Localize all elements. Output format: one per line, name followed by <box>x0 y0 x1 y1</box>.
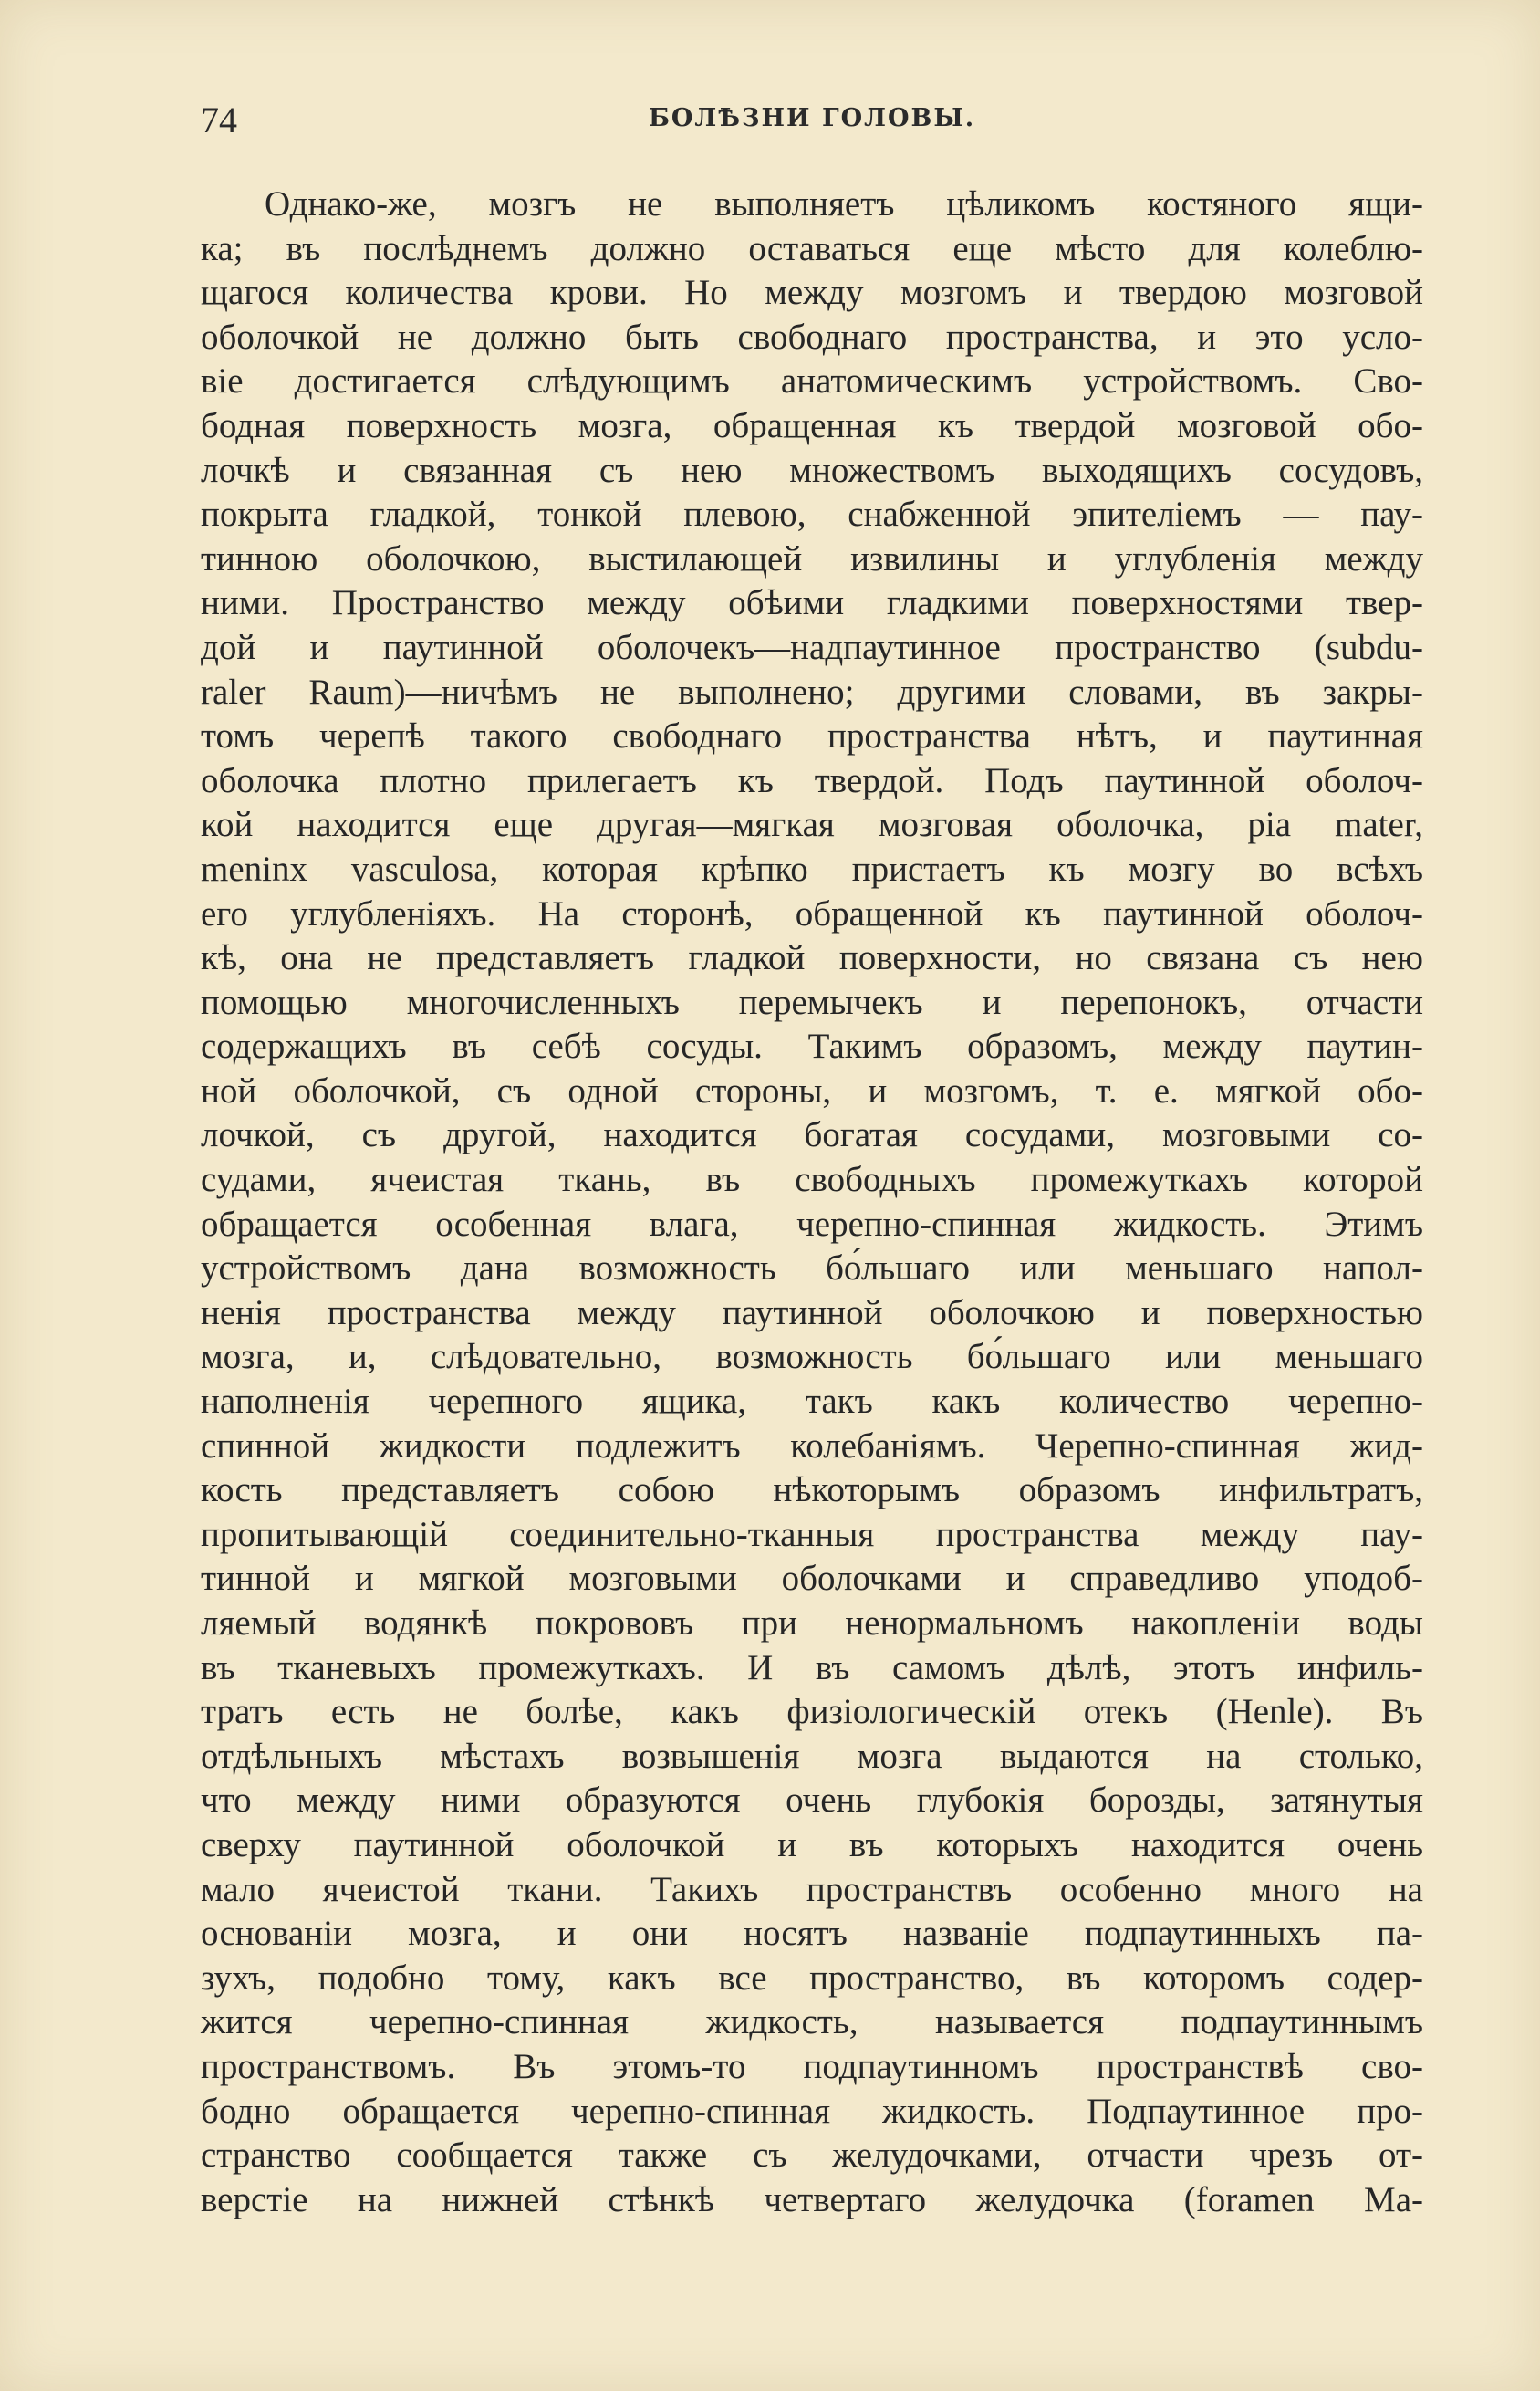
text-line: отдѣльныхъ мѣстахъ возвышенія мозга выдаются на столько, <box>201 1736 1423 1776</box>
text-line: лочкой, съ другой, находится богатая сосудами, мозговыми со- <box>201 1115 1423 1155</box>
text-line: кой находится еще другая—мягкая мозговая оболочка, pia mater, <box>201 805 1423 845</box>
text-line: тинною оболочкою, выстилающей извилины и углубленія между <box>201 538 1423 579</box>
text-line: дой и паутинной оболочекъ—надпаутинное пространство (subdu- <box>201 627 1423 667</box>
text-line: его углубленіяхъ. На сторонѣ, обращенной къ паутинной оболоч- <box>201 893 1423 934</box>
text-line: спинной жидкости подлежитъ колебаніямъ. Черепно-спинная жид- <box>201 1425 1423 1466</box>
text-line: бодная поверхность мозга, обращенная къ твердой мозговой обо- <box>201 405 1423 445</box>
text-line: оболочкой не должно быть свободнаго пространства, и это усло- <box>201 317 1423 357</box>
text-line: пространствомъ. Въ этомъ-то подпаутинномъ пространствѣ сво- <box>201 2046 1423 2086</box>
text-line: тинной и мягкой мозговыми оболочками и справедливо уподоб- <box>201 1559 1423 1599</box>
text-line: ненія пространства между паутинной оболочкою и поверхностью <box>201 1292 1423 1332</box>
text-line: ной оболочкой, съ одной стороны, и мозгомъ, т. е. мягкой обо- <box>201 1070 1423 1111</box>
text-line: ними. Пространство между обѣими гладкими поверхностями твер- <box>201 583 1423 623</box>
text-line: ка; въ послѣднемъ должно оставаться еще мѣсто для колеблю- <box>201 228 1423 268</box>
text-line: лочкѣ и связанная съ нею множествомъ выходящихъ сосудовъ, <box>201 450 1423 490</box>
text-line: устройствомъ дана возможность бо́льшаго или меньшаго напол- <box>201 1248 1423 1289</box>
page-number: 74 <box>201 99 237 141</box>
running-title: БОЛѢЗНИ ГОЛОВЫ. <box>648 104 976 132</box>
text-line: Однако-же, мозгъ не выполняетъ цѣликомъ костяного ящи- <box>265 184 1423 224</box>
text-line: тратъ есть не болѣе, какъ физіологическій отекъ (Henle). Въ <box>201 1692 1423 1732</box>
text-line: что между ними образуются очень глубокія борозды, затянутыя <box>201 1780 1423 1821</box>
body-paragraph <box>201 183 1423 2222</box>
text-line: meninx vasculosa, которая крѣпко пристаетъ къ мозгу во всѣхъ <box>201 849 1423 889</box>
page-header <box>201 99 1423 153</box>
text-line: жится черепно-спинная жидкость, называется подпаутиннымъ <box>201 2002 1423 2042</box>
text-line: странство сообщается также съ желудочками, отчасти чрезъ от- <box>201 2135 1423 2176</box>
text-line: сверху паутинной оболочкой и въ которыхъ находится очень <box>201 1824 1423 1864</box>
text-line: кость представляетъ собою нѣкоторымъ образомъ инфильтратъ, <box>201 1470 1423 1510</box>
text-line: верстіе на нижней стѣнкѣ четвертаго желудочка (foramen Ma- <box>201 2179 1423 2219</box>
text-line: віе достигается слѣдующимъ анатомическимъ устройствомъ. Сво- <box>201 361 1423 402</box>
text-line: въ тканевыхъ промежуткахъ. И въ самомъ дѣлѣ, этотъ инфиль- <box>201 1647 1423 1687</box>
text-line: бодно обращается черепно-спинная жидкость. Подпаутинное про- <box>201 2091 1423 2131</box>
text-line: кѣ, она не представляетъ гладкой поверхности, но связана съ нею <box>201 938 1423 978</box>
text-line: основаніи мозга, и они носятъ названіе подпаутинныхъ па- <box>201 1914 1423 1954</box>
text-line: томъ черепѣ такого свободнаго пространства нѣтъ, и паутинная <box>201 716 1423 757</box>
text-line: покрыта гладкой, тонкой плевою, снабженной эпителіемъ — пау- <box>201 495 1423 535</box>
text-line: судами, ячеистая ткань, въ свободныхъ промежуткахъ которой <box>201 1160 1423 1200</box>
text-line: обращается особенная влага, черепно-спинная жидкость. Этимъ <box>201 1204 1423 1244</box>
text-line: мало ячеистой ткани. Такихъ пространствъ особенно много на <box>201 1869 1423 1909</box>
text-line: зухъ, подобно тому, какъ все пространство, въ которомъ содер- <box>201 1958 1423 1998</box>
text-line: щагося количества крови. Но между мозгомъ и твердою мозговой <box>201 273 1423 313</box>
text-line: raler Raum)—ничѣмъ не выполнено; другими словами, въ закры- <box>201 672 1423 712</box>
text-line: наполненія черепного ящика, такъ какъ количество черепно- <box>201 1382 1423 1422</box>
text-line: мозга, и, слѣдовательно, возможность бо́льшаго или меньшаго <box>201 1337 1423 1377</box>
text-line: ляемый водянкѣ покрововъ при ненормальномъ накопленіи воды <box>201 1603 1423 1643</box>
text-line: помощью многочисленныхъ перемычекъ и перепонокъ, отчасти <box>201 982 1423 1022</box>
text-line: оболочка плотно прилегаетъ къ твердой. Подъ паутинной оболоч- <box>201 760 1423 800</box>
text-line: пропитывающій соединительно-тканныя пространства между пау- <box>201 1514 1423 1554</box>
text-line: содержащихъ въ себѣ сосуды. Такимъ образомъ, между паутин- <box>201 1027 1423 1067</box>
